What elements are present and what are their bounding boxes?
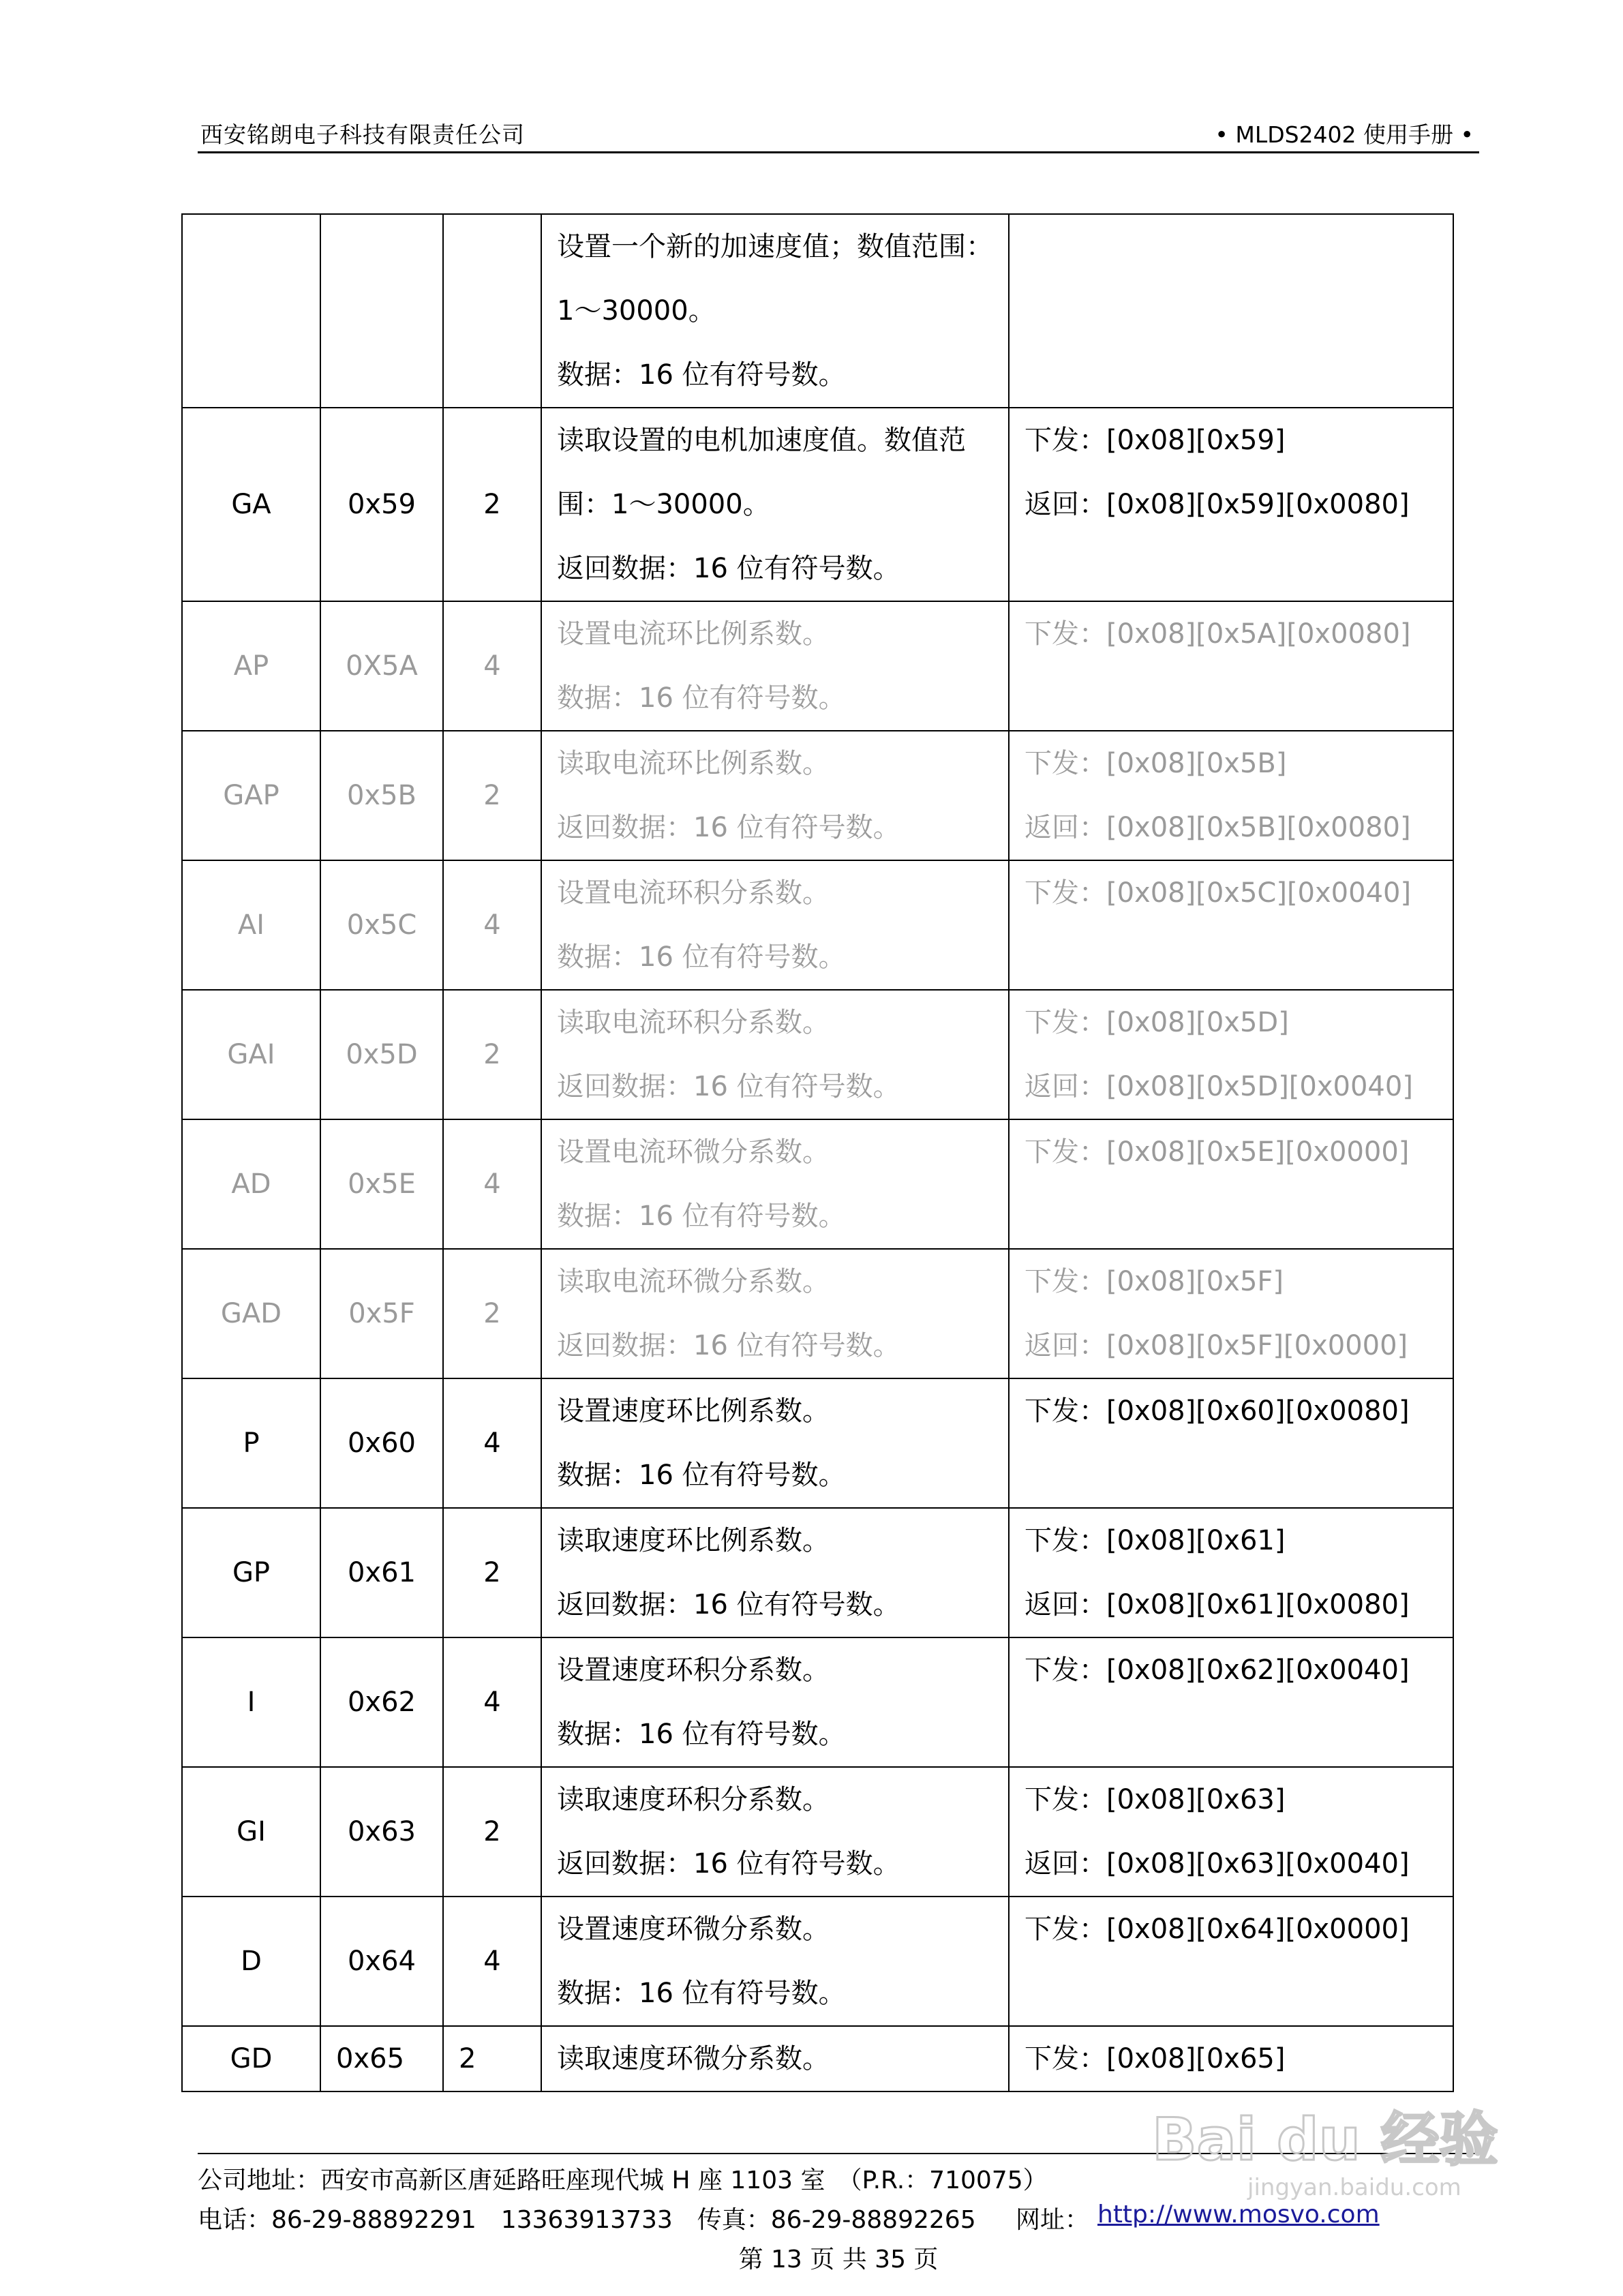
watermark-text: Bai du 经验: [1152, 2106, 1498, 2174]
description-line: 数据：16 位有符号数。: [557, 1719, 846, 1750]
description-line: 返回数据：16 位有符号数。: [557, 1589, 900, 1620]
description-line: 读取速度环比例系数。: [557, 1525, 830, 1556]
description-line: 数据：16 位有符号数。: [557, 1460, 846, 1491]
code-cell: [320, 214, 443, 408]
example-line: 下发：[0x08][0x5C][0x0040]: [1025, 877, 1412, 909]
page-number: 第 13 页 共 35 页: [738, 2246, 939, 2274]
company-name: 西安铭朗电子科技有限责任公司: [200, 121, 525, 148]
table-row: [182, 1119, 1453, 1249]
example-line: 下发：[0x08][0x60][0x0080]: [1025, 1395, 1410, 1427]
length-cell: 2: [443, 2026, 541, 2091]
example-cell: [1009, 1897, 1453, 2026]
table-row: [182, 860, 1453, 990]
example-line: 下发：[0x08][0x59]: [1025, 425, 1286, 456]
example-line: 下发：[0x08][0x64][0x0000]: [1025, 1914, 1410, 1945]
description-line: 设置电流环比例系数。: [557, 618, 830, 650]
code-cell: 0X5A: [320, 601, 443, 731]
example-cell: [1009, 1249, 1453, 1378]
description-line: 数据：16 位有符号数。: [557, 1978, 846, 2009]
description-line: 返回数据：16 位有符号数。: [557, 553, 900, 584]
example-line: 返回：[0x08][0x5B][0x0080]: [1025, 812, 1411, 843]
description-cell: [541, 1637, 1009, 1767]
length-cell: 4: [443, 601, 541, 731]
cmd-cell: GAI: [182, 990, 320, 1119]
example-cell: [1009, 1508, 1453, 1637]
description-line: 返回数据：16 位有符号数。: [557, 1848, 900, 1879]
cmd-cell: GP: [182, 1508, 320, 1637]
cmd-cell: AP: [182, 601, 320, 731]
example-line: 下发：[0x08][0x5E][0x0000]: [1025, 1136, 1410, 1168]
length-cell: 2: [443, 990, 541, 1119]
length-cell: 2: [443, 1508, 541, 1637]
code-cell: 0x61: [320, 1508, 443, 1637]
cmd-cell: GAD: [182, 1249, 320, 1378]
command-table: [181, 213, 1454, 2092]
example-cell: [1009, 1767, 1453, 1897]
example-line: 下发：[0x08][0x5B]: [1025, 748, 1287, 779]
code-cell: 0x62: [320, 1637, 443, 1767]
length-cell: 4: [443, 1378, 541, 1508]
example-line: 返回：[0x08][0x63][0x0040]: [1025, 1848, 1410, 1879]
example-cell: [1009, 408, 1453, 601]
example-cell: [1009, 214, 1453, 408]
table-row: [182, 1637, 1453, 1767]
web-label: 网址：: [1016, 2206, 1090, 2234]
description-line: 读取电流环微分系数。: [557, 1266, 830, 1297]
example-line: 返回：[0x08][0x61][0x0080]: [1025, 1589, 1410, 1620]
description-line: 读取速度环微分系数。: [557, 2043, 830, 2074]
example-cell: [1009, 731, 1453, 860]
description-cell: [541, 1897, 1009, 2026]
length-cell: 4: [443, 1119, 541, 1249]
length-cell: [443, 214, 541, 408]
description-cell: [541, 2026, 1009, 2091]
description-cell: [541, 990, 1009, 1119]
example-cell: [1009, 601, 1453, 731]
description-line: 1～30000。: [557, 295, 716, 327]
example-line: 返回：[0x08][0x59][0x0080]: [1025, 489, 1410, 520]
description-line: 返回数据：16 位有符号数。: [557, 1071, 900, 1102]
description-line: 设置速度环积分系数。: [557, 1655, 830, 1686]
description-cell: [541, 601, 1009, 731]
example-line: 返回：[0x08][0x5F][0x0000]: [1025, 1330, 1408, 1361]
length-cell: 4: [443, 1637, 541, 1767]
example-cell: [1009, 1378, 1453, 1508]
length-cell: 2: [443, 1249, 541, 1378]
example-line: 下发：[0x08][0x63]: [1025, 1784, 1286, 1815]
description-line: 读取速度环积分系数。: [557, 1784, 830, 1815]
table-row: [182, 731, 1453, 860]
table-row: [182, 990, 1453, 1119]
description-cell: [541, 1508, 1009, 1637]
code-cell: 0x5F: [320, 1249, 443, 1378]
description-line: 返回数据：16 位有符号数。: [557, 1330, 900, 1361]
example-line: 下发：[0x08][0x62][0x0040]: [1025, 1655, 1410, 1686]
description-cell: [541, 1119, 1009, 1249]
description-line: 设置电流环微分系数。: [557, 1136, 830, 1168]
example-cell: [1009, 860, 1453, 990]
code-cell: 0x65: [320, 2026, 443, 2091]
baidu-jingyan-watermark: [1145, 2105, 1527, 2207]
code-cell: 0x64: [320, 1897, 443, 2026]
table-row: [182, 214, 1453, 408]
example-line: 下发：[0x08][0x5D]: [1025, 1007, 1289, 1038]
description-line: 返回数据：16 位有符号数。: [557, 812, 900, 843]
cmd-cell: GAP: [182, 731, 320, 860]
table-row: [182, 1378, 1453, 1508]
cmd-cell: AI: [182, 860, 320, 990]
example-cell: [1009, 1119, 1453, 1249]
description-cell: [541, 731, 1009, 860]
code-cell: 0x5E: [320, 1119, 443, 1249]
description-cell: [541, 1378, 1009, 1508]
cmd-cell: P: [182, 1378, 320, 1508]
length-cell: 2: [443, 1767, 541, 1897]
cmd-cell: GI: [182, 1767, 320, 1897]
description-line: 读取设置的电机加速度值。数值范: [557, 425, 966, 456]
description-cell: [541, 408, 1009, 601]
length-cell: 2: [443, 408, 541, 601]
description-line: 围：1～30000。: [557, 489, 770, 520]
code-cell: 0x63: [320, 1767, 443, 1897]
code-cell: 0x5B: [320, 731, 443, 860]
cmd-cell: AD: [182, 1119, 320, 1249]
example-cell: [1009, 990, 1453, 1119]
description-line: 设置电流环积分系数。: [557, 877, 830, 909]
length-cell: 4: [443, 1897, 541, 2026]
cmd-cell: [182, 214, 320, 408]
code-cell: 0x5C: [320, 860, 443, 990]
description-cell: [541, 1767, 1009, 1897]
table-row: [182, 1897, 1453, 2026]
table-row: [182, 1249, 1453, 1378]
cmd-cell: I: [182, 1637, 320, 1767]
example-line: 下发：[0x08][0x5A][0x0080]: [1025, 618, 1411, 650]
description-line: 读取电流环积分系数。: [557, 1007, 830, 1038]
example-cell: [1009, 1637, 1453, 1767]
table-row: [182, 2026, 1453, 2091]
cmd-cell: GA: [182, 408, 320, 601]
description-cell: [541, 214, 1009, 408]
description-cell: [541, 1249, 1009, 1378]
description-line: 设置速度环比例系数。: [557, 1395, 830, 1427]
table-row: [182, 1508, 1453, 1637]
description-line: 设置一个新的加速度值；数值范围：: [557, 231, 993, 262]
cmd-cell: D: [182, 1897, 320, 2026]
description-line: 数据：16 位有符号数。: [557, 359, 846, 391]
page-header: [198, 115, 1479, 153]
code-cell: 0x60: [320, 1378, 443, 1508]
manual-title: • MLDS2402 使用手册 •: [1215, 121, 1474, 148]
code-cell: 0x5D: [320, 990, 443, 1119]
example-line: 返回：[0x08][0x5D][0x0040]: [1025, 1071, 1413, 1102]
description-line: 数据：16 位有符号数。: [557, 682, 846, 714]
watermark-sub: jingyan.baidu.com: [1247, 2174, 1461, 2201]
description-line: 设置速度环微分系数。: [557, 1914, 830, 1945]
description-line: 读取电流环比例系数。: [557, 748, 830, 779]
address-text: 公司地址：西安市高新区唐延路旺座现代城 H 座 1103 室 （P.R.：710075）: [198, 2166, 1048, 2194]
description-cell: [541, 860, 1009, 990]
example-line: 下发：[0x08][0x5F]: [1025, 1266, 1284, 1297]
code-cell: 0x59: [320, 408, 443, 601]
length-cell: 4: [443, 860, 541, 990]
cmd-cell: GD: [182, 2026, 320, 2091]
example-cell: [1009, 2026, 1453, 2091]
table-row: [182, 408, 1453, 601]
example-line: 下发：[0x08][0x65]: [1025, 2043, 1286, 2074]
phone-text: 电话：86-29-88892291 13363913733 传真：86-29-88892265: [198, 2206, 976, 2234]
description-line: 数据：16 位有符号数。: [557, 1200, 846, 1232]
table-row: [182, 1767, 1453, 1897]
table-row: [182, 601, 1453, 731]
description-line: 数据：16 位有符号数。: [557, 941, 846, 973]
example-line: 下发：[0x08][0x61]: [1025, 1525, 1286, 1556]
website-link[interactable]: http://www.mosvo.com: [1097, 2201, 1380, 2229]
length-cell: 2: [443, 731, 541, 860]
